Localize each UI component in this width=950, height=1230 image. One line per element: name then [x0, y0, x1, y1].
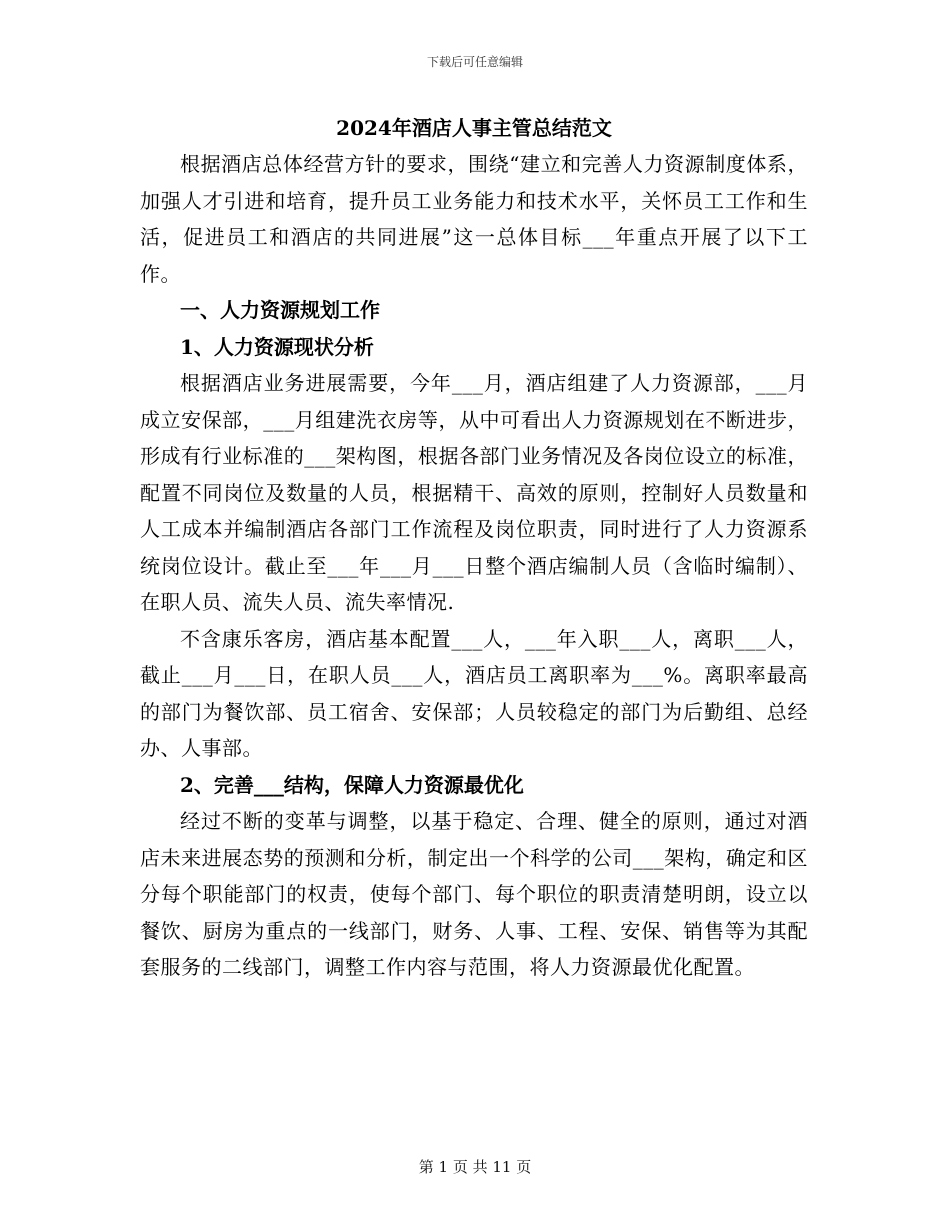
page-footer: 第 1 页 共 11 页 — [418, 1158, 532, 1176]
status-analysis-paragraph-1: 根据酒店业务进展需要，今年___月，酒店组建了人力资源部，___月成立安保部，___月组建洗衣房等，从中可看出人力资源规划在不断进步，形成有行业标准的___架构图，根据各部门业务情况及各岗位设立的标准，配置不同岗位及数量的人员，根据精干、高效的原则，控制好人员数量和人工成本并编制酒店各部门工作流程及岗位职责，同时进行了人力资源系统岗位设计。截止至___年___月___日整个酒店编制人员（含临时编制）、在职人员、流失人员、流失率情况. — [140, 371, 808, 614]
status-analysis-paragraph-2: 不含康乐客房，酒店基本配置___人，___年入职___人，离职___人，截止___月___日，在职人员___人，酒店员工离职率为___%。离职率最高的部门为餐饮部、员工宿舍、安保部；人员较稳定的部门为后勤组、总经办、人事部。 — [140, 626, 808, 760]
structure-paragraph: 经过不断的变革与调整，以基于稳定、合理、健全的原则，通过对酒店未来进展态势的预测和分析，制定出一个科学的公司___架构，确定和区分每个职能部门的权责，使每个部门、每个职位的职责清楚明朗，设立以餐饮、厨房为重点的一线部门，财务、人事、工程、安保、销售等为其配套服务的二线部门，调整工作内容与范围，将人力资源最优化配置。 — [140, 809, 808, 979]
header-note: 下载后可任意编辑 — [426, 55, 523, 69]
subsection-heading-status-analysis: 1、人力资源现状分析 — [180, 334, 374, 359]
document-title: 2024年酒店人事主管总结范文 — [336, 116, 612, 140]
section-heading-hr-planning: 一、人力资源规划工作 — [180, 298, 380, 322]
subsection-heading-structure: 2、完善___结构，保障人力资源最优化 — [180, 772, 524, 797]
document-body — [140, 110, 808, 986]
intro-paragraph: 根据酒店总体经营方针的要求，围绕“建立和完善人力资源制度体系，加强人才引进和培育，提升员工业务能力和技术水平，关怀员工工作和生活，促进员工和酒店的共同进展”这一总体目标___年重点开展了以下工作。 — [140, 152, 808, 286]
